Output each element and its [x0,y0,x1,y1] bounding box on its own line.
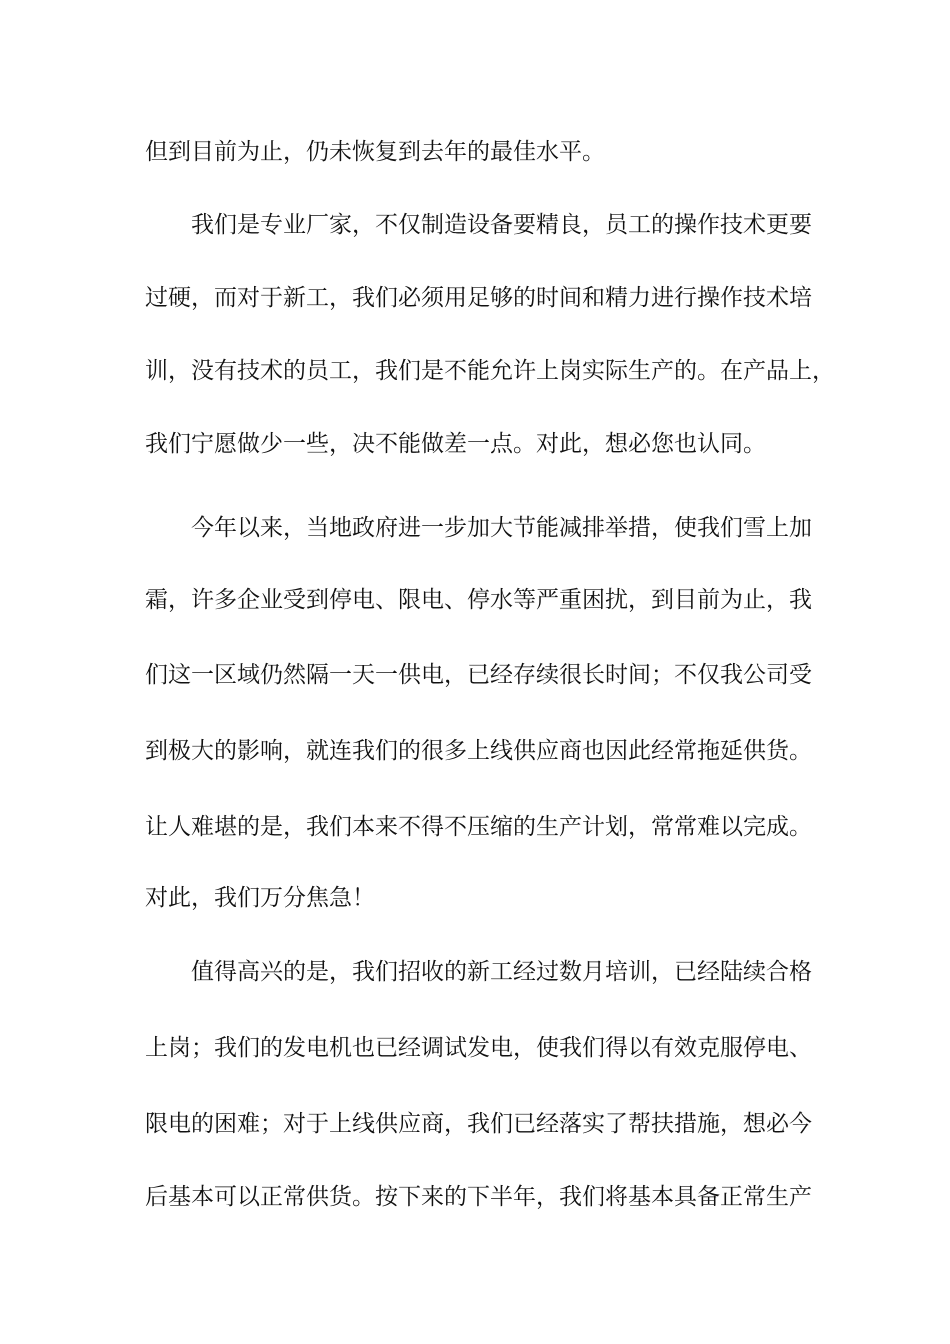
text-line: 上岗；我们的发电机也已经调试发电，使我们得以有效克服停电、 [145,1035,812,1061]
text-line: 我们宁愿做少一些，决不能做差一点。对此，想必您也认同。 [145,431,766,457]
paragraph-first-line: 我们是专业厂家，不仅制造设备要精良，员工的操作技术更要 [191,212,812,238]
text-line: 到极大的影响，就连我们的很多上线供应商也因此经常拖延供货。 [145,738,812,764]
text-line: 过硬，而对于新工，我们必须用足够的时间和精力进行操作技术培 [145,285,812,311]
text-line: 后基本可以正常供货。按下来的下半年，我们将基本具备正常生产 [145,1184,812,1210]
text-line: 限电的困难；对于上线供应商，我们已经落实了帮扶措施，想必今 [145,1111,812,1137]
paragraph-first-line: 今年以来，当地政府进一步加大节能减排举措，使我们雪上加 [191,515,812,541]
text-line: 训，没有技术的员工，我们是不能允许上岗实际生产的。在产品上， [145,358,835,384]
text-line: 但到目前为止，仍未恢复到去年的最佳水平。 [145,139,605,165]
text-line: 让人难堪的是，我们本来不得不压缩的生产计划，常常难以完成。 [145,814,812,840]
paragraph-first-line: 值得高兴的是，我们招收的新工经过数月培训，已经陆续合格 [191,959,812,985]
text-line: 霜，许多企业受到停电、限电、停水等严重困扰，到目前为止，我 [145,587,812,613]
text-line: 们这一区域仍然隔一天一供电，已经存续很长时间；不仅我公司受 [145,662,812,688]
text-line: 对此，我们万分焦急！ [145,885,375,911]
